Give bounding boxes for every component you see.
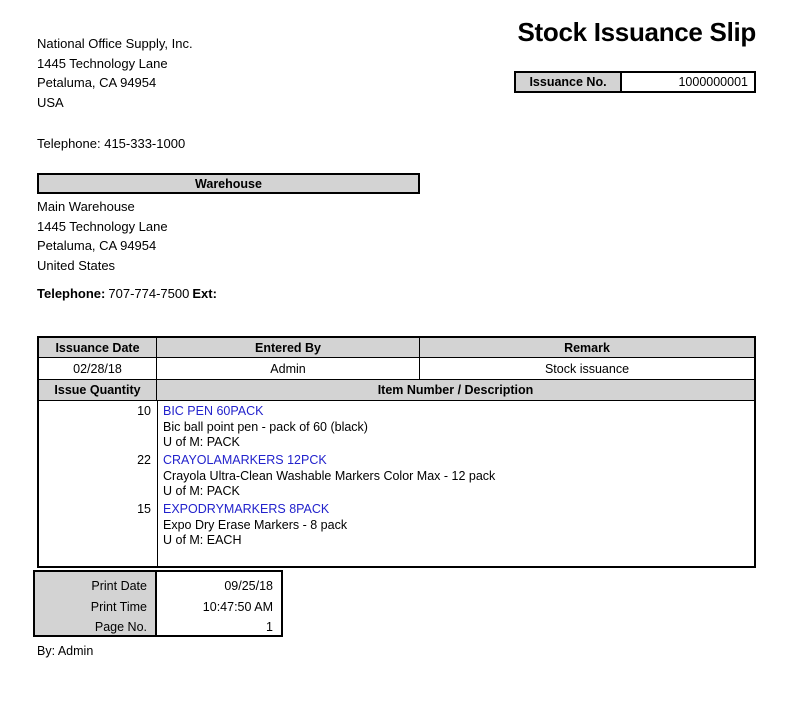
item-row bbox=[163, 502, 754, 551]
company-address-line3: USA bbox=[37, 94, 64, 110]
warehouse-telephone-value: 707-774-7500 bbox=[108, 286, 190, 301]
item-number-link[interactable]: BIC PEN 60PACK bbox=[163, 404, 264, 418]
item-row bbox=[163, 404, 754, 453]
item-number-description-header: Item Number / Description bbox=[377, 383, 534, 397]
issuance-date-header: Issuance Date bbox=[39, 338, 157, 357]
item-quantity: 22 bbox=[137, 453, 151, 467]
issuance-no-value: 1000000001 bbox=[622, 73, 754, 91]
warehouse-section-header: Warehouse bbox=[37, 173, 420, 194]
page-no-label: Page No. bbox=[94, 620, 147, 634]
company-block bbox=[37, 34, 193, 112]
description-column bbox=[157, 401, 754, 566]
remark-value: Stock issuance bbox=[544, 361, 630, 376]
warehouse-name: Main Warehouse bbox=[37, 199, 135, 214]
print-info-values bbox=[157, 570, 283, 637]
issue-quantity-header: Issue Quantity bbox=[39, 380, 157, 400]
issuance-number-box bbox=[514, 71, 756, 93]
info-data-row bbox=[39, 358, 754, 380]
print-info-box bbox=[33, 570, 283, 637]
item-description: Crayola Ultra-Clean Washable Markers Color Max - 12 pack bbox=[163, 468, 496, 483]
warehouse-telephone-label: Telephone: bbox=[37, 286, 106, 301]
print-info-labels bbox=[33, 570, 157, 637]
page-no-value: 1 bbox=[266, 620, 273, 634]
print-date-label: Print Date bbox=[91, 579, 147, 593]
print-time-label: Print Time bbox=[90, 599, 147, 614]
warehouse-address-line2: Petaluma, CA 94954 bbox=[37, 238, 157, 253]
item-number-link[interactable]: EXPODRYMARKERS 8PACK bbox=[163, 502, 330, 516]
items-body bbox=[39, 401, 754, 566]
company-address-line2: Petaluma, CA 94954 bbox=[37, 75, 157, 90]
info-header-row bbox=[39, 338, 754, 358]
quantity-column-divider bbox=[157, 401, 158, 566]
issuance-no-label: Issuance No. bbox=[516, 73, 622, 91]
print-time-value: 10:47:50 AM bbox=[202, 599, 273, 614]
warehouse-address-line1: 1445 Technology Lane bbox=[37, 218, 168, 234]
remark-header: Remark bbox=[564, 340, 610, 355]
entered-by-value: Admin bbox=[157, 358, 420, 379]
item-quantity: 15 bbox=[137, 502, 151, 516]
print-date-value: 09/25/18 bbox=[224, 579, 273, 593]
issuance-date-value: 02/28/18 bbox=[39, 358, 157, 379]
item-uom: U of M: PACK bbox=[163, 484, 240, 498]
company-name: National Office Supply, Inc. bbox=[37, 36, 193, 51]
issuance-table bbox=[37, 336, 756, 568]
warehouse-address-line3: United States bbox=[37, 257, 116, 273]
item-uom: U of M: EACH bbox=[163, 533, 242, 547]
entered-by-header: Entered By bbox=[157, 338, 420, 357]
company-address-line1: 1445 Technology Lane bbox=[37, 55, 168, 71]
item-description: Bic ball point pen - pack of 60 (black) bbox=[163, 419, 368, 434]
item-number-link[interactable]: CRAYOLAMARKERS 12PCK bbox=[163, 453, 327, 467]
issued-by-line: By: Admin bbox=[37, 644, 94, 658]
company-telephone: Telephone: 415-333-1000 bbox=[37, 136, 186, 151]
item-uom: U of M: PACK bbox=[163, 435, 240, 449]
page-title: Stock Issuance Slip bbox=[517, 17, 756, 47]
item-quantity: 10 bbox=[137, 404, 151, 418]
warehouse-address-block bbox=[37, 197, 168, 275]
warehouse-ext-label: Ext: bbox=[192, 286, 217, 301]
quantity-column bbox=[39, 401, 157, 566]
item-row bbox=[163, 453, 754, 502]
warehouse-telephone-line bbox=[37, 286, 217, 301]
items-header-row bbox=[39, 380, 754, 401]
item-description: Expo Dry Erase Markers - 8 pack bbox=[163, 517, 348, 532]
